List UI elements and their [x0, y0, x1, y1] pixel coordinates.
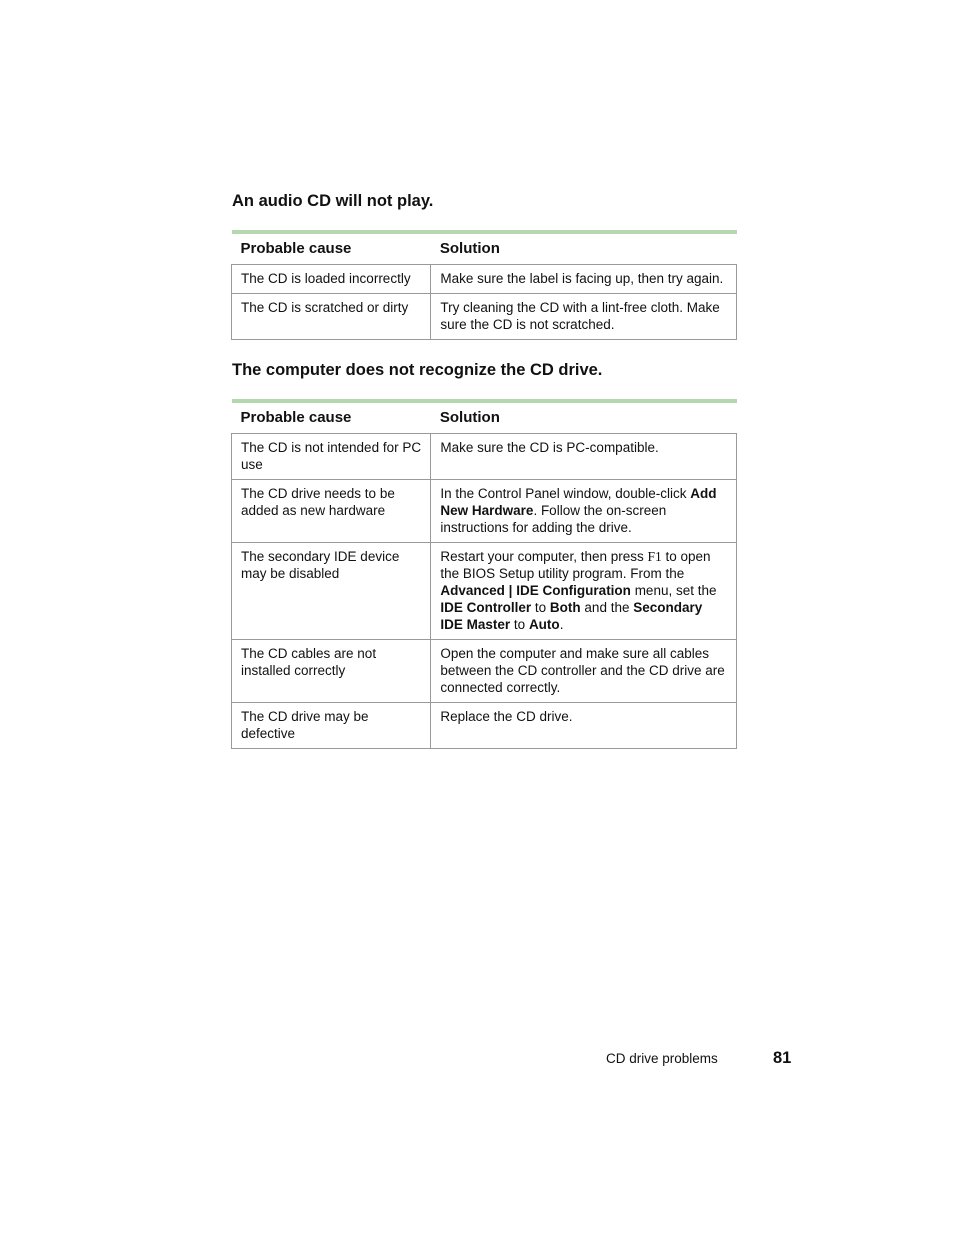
- column-header-cause: Probable cause: [232, 232, 431, 265]
- drive-not-recognized-troubleshooting-table: [231, 399, 737, 749]
- cause-cell: The CD cables are not installed correctly: [232, 640, 431, 703]
- solution-text: Restart your computer, then press: [440, 549, 648, 564]
- cause-cell: The CD is scratched or dirty: [232, 294, 431, 340]
- solution-cell: [431, 543, 737, 640]
- table-row: [232, 640, 737, 703]
- solution-text: . Follow the on-screen instructions for adding the drive.: [440, 503, 667, 535]
- solution-cell: Make sure the CD is PC-compatible.: [431, 434, 737, 480]
- table-row: [232, 480, 737, 543]
- setting-value: Both: [549, 600, 581, 615]
- key-name: F1: [647, 549, 662, 564]
- setting-name: IDE Controller: [440, 600, 532, 615]
- solution-text: .: [559, 617, 564, 632]
- setting-name: Secondary IDE Master: [440, 600, 703, 632]
- solution-text: to: [510, 617, 529, 632]
- table-row: [232, 543, 737, 640]
- table-header-row: [232, 401, 737, 434]
- solution-cell: Try cleaning the CD with a lint-free cloth. Make sure the CD is not scratched.: [431, 294, 737, 340]
- audio-cd-troubleshooting-table: [231, 230, 737, 340]
- solution-text: to open the BIOS Setup utility program. From the: [440, 549, 711, 581]
- page-number: 81: [773, 1049, 792, 1067]
- solution-cell: Replace the CD drive.: [431, 703, 737, 749]
- setting-value: Auto: [528, 617, 560, 632]
- solution-cell: Open the computer and make sure all cables between the CD controller and the CD drive are connected correctly.: [431, 640, 737, 703]
- section-heading-audio-cd: An audio CD will not play.: [232, 192, 434, 210]
- cause-cell: The CD drive may be defective: [232, 703, 431, 749]
- table-row: [232, 434, 737, 480]
- cause-cell: The CD is not intended for PC use: [232, 434, 431, 480]
- cause-cell: The CD is loaded incorrectly: [232, 265, 431, 294]
- solution-text: In the Control Panel window, double-click: [440, 486, 691, 501]
- solution-text: and the: [580, 600, 634, 615]
- footer-section-title: CD drive problems: [606, 1051, 718, 1066]
- column-header-solution: Solution: [431, 232, 737, 265]
- column-header-cause: Probable cause: [232, 401, 431, 434]
- solution-cell: Make sure the label is facing up, then try again.: [431, 265, 737, 294]
- cause-cell: The secondary IDE device may be disabled: [232, 543, 431, 640]
- cause-cell: The CD drive needs to be added as new hardware: [232, 480, 431, 543]
- solution-text: to: [531, 600, 550, 615]
- table-row: [232, 703, 737, 749]
- table-row: [232, 294, 737, 340]
- menu-item-name: Add New Hardware: [440, 486, 717, 518]
- table-header-row: [232, 232, 737, 265]
- section-heading-drive-not-recognized: The computer does not recognize the CD drive.: [232, 361, 603, 379]
- column-header-solution: Solution: [431, 401, 737, 434]
- table-row: [232, 265, 737, 294]
- solution-text: menu, set the: [630, 583, 717, 598]
- solution-cell: [431, 480, 737, 543]
- menu-path: Advanced | IDE Configuration: [440, 583, 631, 598]
